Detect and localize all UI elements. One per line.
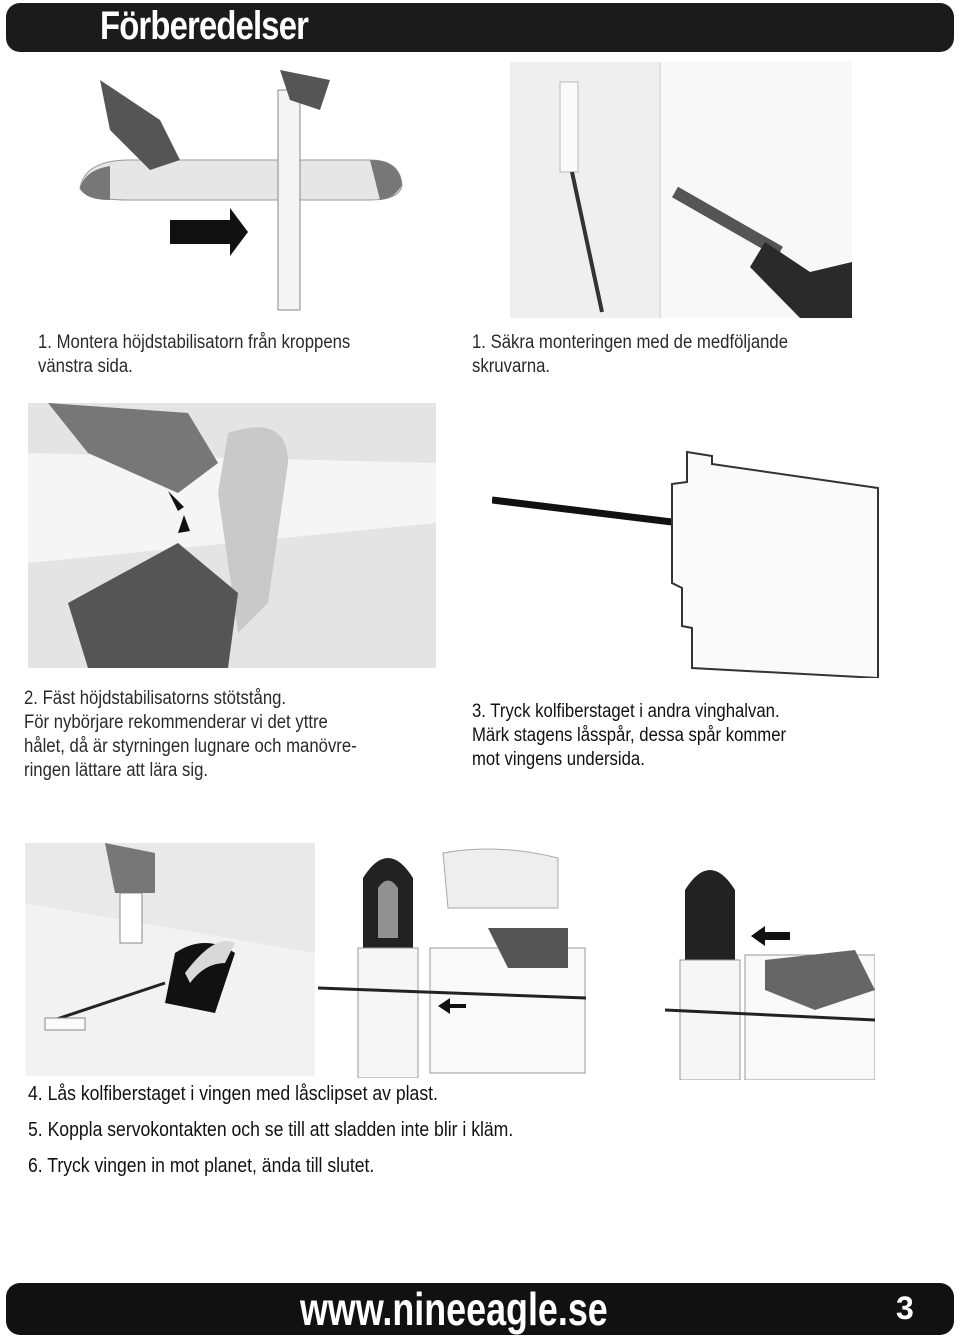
website-link[interactable]: www.nineeagle.se xyxy=(300,1283,608,1335)
caption-line: hålet, då är styrningen lugnare och manövre- xyxy=(24,736,357,757)
photo-lock-clip xyxy=(25,843,315,1076)
page-title: Förberedelser xyxy=(100,4,309,48)
caption-step3 xyxy=(472,700,786,772)
photo-pushrod xyxy=(28,403,436,668)
caption-line: 3. Tryck kolfiberstaget i andra vinghalvan. xyxy=(472,701,780,722)
caption-line: 2. Fäst höjdstabilisatorns stötstång. xyxy=(24,688,287,709)
caption-line: 4. Lås kolfiberstaget i vingen med låsclipset av plast. xyxy=(28,1083,438,1105)
caption-line: 1. Montera höjdstabilisatorn från kroppens xyxy=(38,332,351,353)
caption-line: skruvarna. xyxy=(472,356,551,377)
caption-line: 5. Koppla servokontakten och se till att sladden inte blir i kläm. xyxy=(28,1119,514,1141)
caption-line: För nybörjare rekommenderar vi det yttre xyxy=(24,712,328,733)
caption-step456 xyxy=(28,1076,513,1184)
photo-wing-attach xyxy=(318,848,586,1078)
caption-line: 6. Tryck vingen in mot planet, ända till slutet. xyxy=(28,1155,375,1177)
caption-line: mot vingens undersida. xyxy=(472,749,645,770)
photo-carbon-rod-wing xyxy=(492,448,880,678)
caption-step1b xyxy=(472,331,788,379)
caption-line: ringen lättare att lära sig. xyxy=(24,760,209,781)
caption-line: vänstra sida. xyxy=(38,356,133,377)
photo-tail-stabilizer xyxy=(40,60,440,315)
photo-wing-push xyxy=(665,860,875,1080)
photo-screw-mounting xyxy=(510,62,852,318)
caption-step2 xyxy=(24,687,357,783)
caption-line: Märk stagens låsspår, dessa spår kommer xyxy=(472,725,787,746)
caption-step1a xyxy=(38,331,350,379)
caption-line: 1. Säkra monteringen med de medföljande xyxy=(472,332,789,353)
page-number: 3 xyxy=(896,1290,914,1326)
